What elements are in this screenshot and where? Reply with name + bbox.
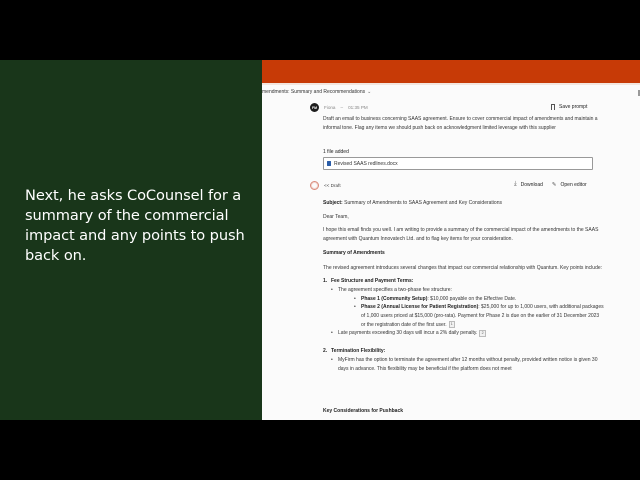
caption-panel — [0, 60, 262, 420]
open-editor-label: Open editor — [560, 181, 587, 188]
subject-text: Summary of Amendments to SAAS Agreement and Key Considerations — [344, 200, 502, 206]
thread-title: mendments: Summary and Recommendations — [262, 89, 366, 95]
prompt-text: Draft an email to business concerning SAAS agreement. Ensure to cover commercial impact of amendments and maintain a informal tone. Flag any items we should push back on acknowledgment limited leverage with this supplier — [323, 116, 598, 131]
sub-list — [323, 286, 605, 338]
attached-file[interactable] — [323, 157, 593, 170]
subject-label: Subject: — [323, 200, 343, 206]
caption-text: Next, he asks CoCounsel for a summary of the commercial impact and any points to push back on. — [25, 187, 245, 264]
avatar: FM — [310, 103, 319, 112]
download-label: Download — [520, 181, 543, 188]
intro-paragraph: I hope this email finds you well. I am writing to provide a summary of the commercial impact of the amendments to the SAAS agreement with Quantum Innovatech Ltd. and to flag key items for your consideration. — [323, 227, 599, 243]
sub-list — [323, 356, 605, 373]
draft-toggle[interactable]: << Draft — [324, 183, 341, 188]
summary-heading: Summary of Amendments — [323, 249, 385, 256]
citation-badge[interactable]: 1 — [449, 321, 455, 328]
subject-line — [323, 199, 605, 208]
list-item — [354, 295, 605, 304]
presentation-stage — [0, 60, 640, 420]
bullet-text: MyFirm has the option to terminate the agreement after 12 months without penalty, provided written notice is given 30 days in advance. This flexibility may be beneficial if the platform does not meet — [338, 356, 598, 372]
prompt-author: Fiona — [324, 105, 336, 110]
item-title: Termination Flexibility: — [331, 348, 386, 355]
files-added-label: 1 file added — [323, 149, 349, 155]
item-number: 2. — [323, 348, 328, 355]
download-icon: ⤓ — [514, 181, 517, 187]
app-header-bar — [262, 60, 640, 83]
download-button[interactable] — [514, 181, 543, 188]
bullet-text: The agreement specifies a two-phase fee structure: — [338, 286, 452, 293]
pushback-heading: Key Considerations for Pushback — [323, 408, 623, 414]
bullet-text: Late payments exceeding 30 days will incur a 2% daily penalty. — [338, 330, 478, 337]
save-prompt-label: Save prompt — [559, 104, 588, 110]
list-item — [331, 286, 605, 330]
item-number: 1. — [323, 278, 328, 285]
email-draft — [323, 199, 605, 382]
bookmark-icon — [551, 104, 555, 110]
edit-icon: ✎ — [551, 181, 557, 188]
phase-label: Phase 1 (Community Setup) — [361, 295, 428, 302]
list-item — [323, 347, 605, 373]
cocounsel-app-window — [262, 60, 640, 420]
file-name: Revised SAAS redlines.docx — [334, 160, 398, 167]
nested-list — [338, 295, 605, 330]
response-header — [310, 181, 341, 190]
response-actions — [514, 181, 587, 188]
prompt-time: 01:35 PM — [348, 105, 368, 110]
phase-text: : $25,000 for up to 1,000 users, with additional packages of 1,000 users priced at $15,000 (pro-rata). Payment for Phase 2 is due on the earlier of 31 December 2023 or the registration date of the first user. — [361, 304, 604, 328]
phase-text: : $10,000 payable on the Effective Date. — [427, 295, 517, 302]
greeting: Dear Team, — [323, 213, 349, 220]
item-title: Fee Structure and Payment Terms: — [331, 278, 414, 285]
thread-title-dropdown[interactable] — [262, 89, 371, 95]
summary-intro: The revised agreement introduces several changes that impact our commercial relationship with Quantum. Key points include: — [323, 264, 603, 271]
list-item — [331, 329, 605, 338]
document-icon — [327, 161, 331, 166]
citation-badge[interactable]: 2 — [479, 330, 485, 337]
phase-label: Phase 2 (Annual License for Patient Registration) — [361, 304, 479, 311]
meta-separator: – — [340, 105, 344, 110]
prompt-header — [310, 103, 368, 112]
list-item — [323, 277, 605, 338]
list-item — [354, 303, 605, 329]
save-prompt-button[interactable] — [551, 104, 587, 110]
cocounsel-logo-icon — [310, 181, 319, 190]
amendments-list — [323, 277, 605, 373]
chevron-down-icon: ⌄ — [367, 89, 372, 95]
open-editor-button[interactable] — [552, 182, 587, 188]
header-divider — [262, 83, 640, 85]
list-item — [331, 356, 605, 373]
